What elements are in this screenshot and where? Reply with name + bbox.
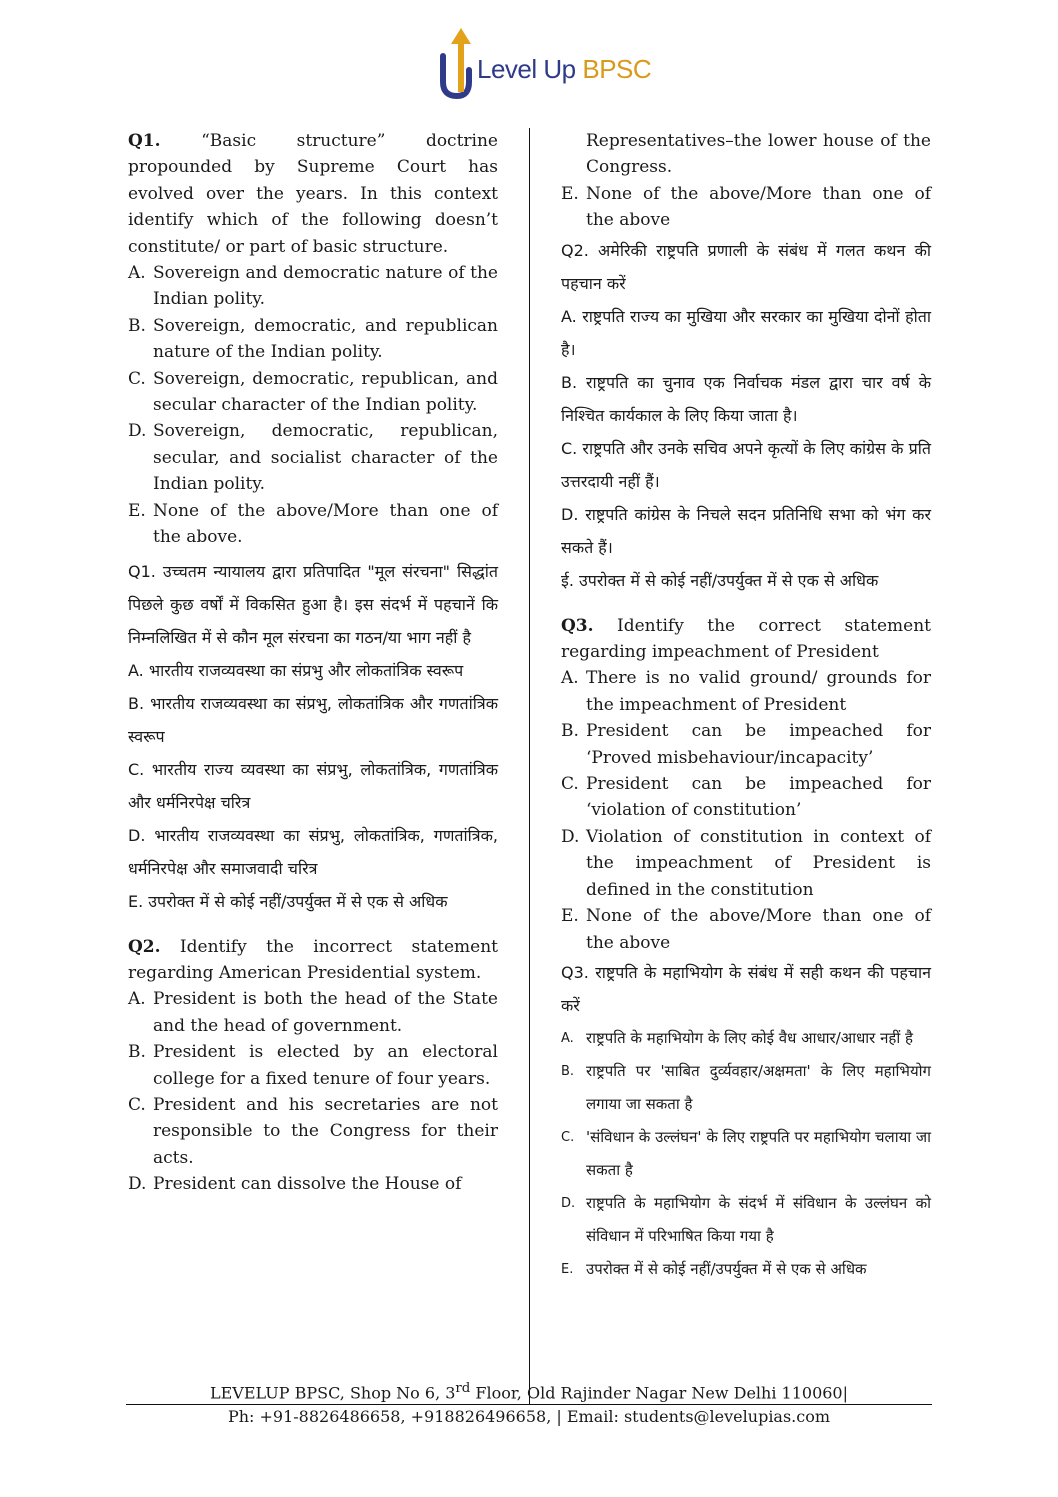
question-3-hindi: Q3. राष्ट्रपति के महाभियोग के संबंध में सही कथन की पहचान करें (561, 962, 931, 1015)
option-c: C. President and his secretaries are not responsible to the Congress for their acts. (128, 1094, 498, 1168)
option-e: E. None of the above/More than one of the above (561, 906, 931, 953)
hindi-option-a: A. राष्ट्रपति के महाभियोग के लिए कोई वैध आधार/आधार नहीं है (561, 1028, 913, 1047)
column-divider (529, 128, 530, 1405)
option-a: A. There is no valid ground/ grounds for the impeachment of President (561, 668, 931, 715)
option-b: B. President is elected by an electoral college for a fixed tenure of four years. (128, 1042, 498, 1089)
option-d: D. President can dissolve the House of (128, 1174, 462, 1195)
option-a: A. President is both the head of the State and the head of government. (128, 989, 498, 1036)
hindi-option-c: C. भारतीय राज्य व्यवस्था का संप्रभु, लोकतांत्रिक, गणतांत्रिक और धर्मनिरपेक्ष चरित्र (128, 759, 498, 812)
question-number: Q3. (561, 615, 594, 636)
hindi-option-e: E. उपरोक्त में से कोई नहीं/उपर्युक्त में से एक से अधिक (128, 891, 448, 911)
option-e: E. None of the above/More than one of the above (561, 183, 931, 231)
brand-name-part1: Level Up (477, 54, 576, 84)
hindi-option-e: E. उपरोक्त में से कोई नहीं/उपर्युक्त में से एक से अधिक (561, 1259, 867, 1278)
option-d: D. Sovereign, democratic, republican, secular, and socialist character of the Indian polity. (128, 421, 498, 495)
option-c: C. Sovereign, democratic, republican, and secular character of the Indian polity. (128, 368, 498, 416)
hindi-option-d: D. राष्ट्रपति कांग्रेस के निचले सदन प्रतिनिधि सभा को भंग कर सकते हैं। (561, 504, 931, 557)
hindi-option-b: B. भारतीय राजव्यवस्था का संप्रभु, लोकतांत्रिक और गणतांत्रिक स्वरूप (128, 693, 498, 746)
hindi-option-c: C. राष्ट्रपति और उनके सचिव अपने कृत्यों के लिए कांग्रेस के प्रति उत्तरदायी नहीं हैं। (561, 438, 931, 491)
brand-name-part2: BPSC (582, 54, 652, 84)
hindi-option-a: A. राष्ट्रपति राज्य का मुखिया और सरकार का मुखिया दोनों होता है। (561, 306, 931, 359)
option-b: B. President can be impeached for ‘Proved misbehaviour/incapacity’ (561, 721, 931, 768)
option-d-continued: Representatives–the lower house of the Congress. (586, 131, 931, 178)
levelup-bpsc-logo (437, 26, 652, 100)
question-text: Identify the incorrect statement regarding American Presidential system. (128, 936, 498, 983)
option-b: B. Sovereign, democratic, and republican nature of the Indian polity. (128, 315, 498, 363)
arrow-u-icon (437, 26, 477, 100)
footer-divider (126, 1404, 932, 1405)
option-c: C. President can be impeached for ‘violation of constitution’ (561, 774, 931, 821)
hindi-option-b: B. राष्ट्रपति पर 'साबित दुर्व्यवहार/अक्षमता' के लिए महाभियोग लगाया जा सकता है (561, 1061, 931, 1113)
hindi-option-c: C. 'संविधान के उल्लंघन' के लिए राष्ट्रपति पर महाभियोग चलाया जा सकता है (561, 1127, 931, 1179)
question-number: Q2. (128, 936, 161, 957)
question-3-english (561, 613, 931, 666)
option-d: D. Violation of constitution in context of the impeachment of President is defined in the constitution (561, 826, 931, 900)
question-1-english (128, 128, 498, 260)
footer-contact: Ph: +91-8826486658, +918826496658, | Email: students@levelupias.com (227, 1407, 831, 1426)
question-1-hindi: Q1. उच्चतम न्यायालय द्वारा प्रतिपादित "मूल संरचना" सिद्धांत पिछले कुछ वर्षों में विकसित हुआ है। इस संदर्भ में पहचानें कि निम्नलिखित में से कौन मूल संरचना का गठन/या भाग नहीं है (128, 561, 498, 647)
option-a: A. Sovereign and democratic nature of the Indian polity. (128, 263, 498, 310)
question-text: “Basic structure” doctrine propounded by Supreme Court has evolved over the years. In this context identify which of the following doesn’t constitute/ or part of basic structure. (128, 131, 498, 257)
left-column (128, 128, 498, 1198)
question-text: Identify the correct statement regarding impeachment of President (561, 615, 931, 663)
hindi-option-a: A. भारतीय राजव्यवस्था का संप्रभु और लोकतांत्रिक स्वरूप (128, 660, 464, 680)
hindi-option-d: D. राष्ट्रपति के महाभियोग के संदर्भ में संविधान के उल्लंघन को संविधान में परिभाषित किया गया है (561, 1193, 931, 1245)
question-2-hindi: Q2. अमेरिकी राष्ट्रपति प्रणाली के संबंध में गलत कथन की पहचान करें (561, 240, 931, 293)
brand-name (477, 54, 651, 85)
hindi-option-b: B. राष्ट्रपति का चुनाव एक निर्वाचक मंडल द्वारा चार वर्ष के निश्चित कार्यकाल के लिए किया जाता है। (561, 372, 931, 425)
question-2-english (128, 934, 498, 987)
option-e: E. None of the above/More than one of the above. (128, 500, 498, 548)
footer-address: LEVELUP BPSC, Shop No 6, 3rd Floor, Old Rajinder Nagar New Delhi 110060| (209, 1381, 848, 1403)
hindi-option-e: ई. उपरोक्त में से कोई नहीं/उपर्युक्त में से एक से अधिक (561, 570, 879, 590)
right-column (561, 128, 931, 1286)
question-number: Q1. (128, 131, 161, 151)
hindi-option-d: D. भारतीय राजव्यवस्था का संप्रभु, लोकतांत्रिक, गणतांत्रिक, धर्मनिरपेक्ष और समाजवादी चरित्र (128, 825, 498, 878)
